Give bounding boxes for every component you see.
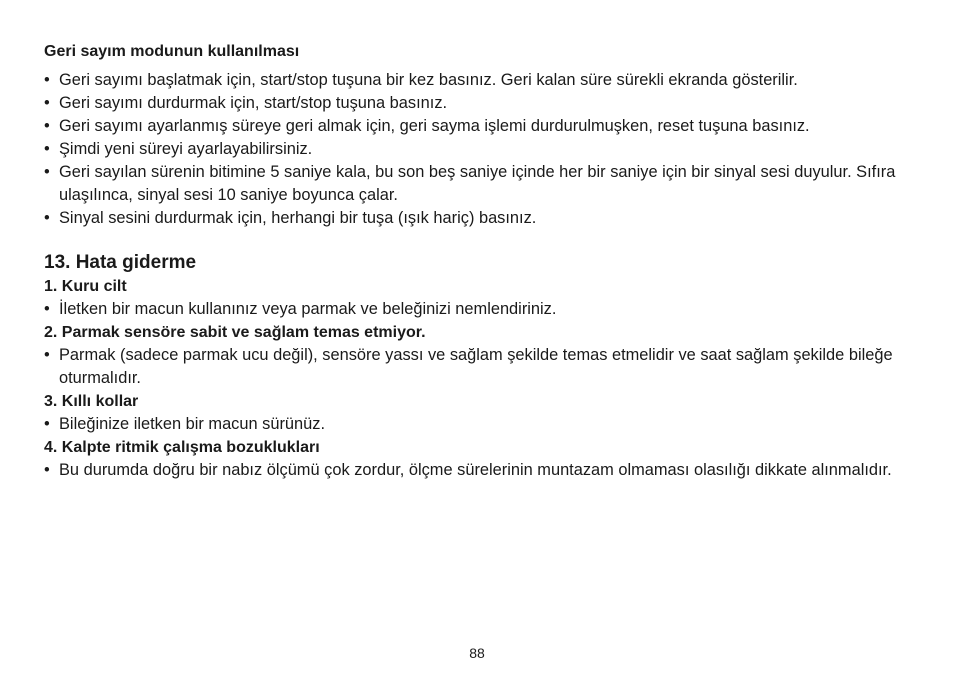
list-item: • Geri sayımı ayarlanmış süreye geri almak için, geri sayma işlemi durdurulmuşken, reset tuşuna basınız. <box>44 115 924 138</box>
list-item: • Geri sayımı durdurmak için, start/stop tuşuna basınız. <box>44 92 924 115</box>
list-item: • Şimdi yeni süreyi ayarlayabilirsiniz. <box>44 138 924 161</box>
issue-list <box>44 459 924 482</box>
issue-list <box>44 344 924 390</box>
issue-list <box>44 298 924 321</box>
section-title: 13. Hata giderme <box>44 252 197 273</box>
issue-list <box>44 413 924 436</box>
countdown-list <box>44 69 924 230</box>
page-number: 88 <box>469 645 485 661</box>
issue-heading: 3. Kıllı kollar <box>44 393 139 410</box>
document-page <box>44 40 924 482</box>
countdown-heading: Geri sayım modunun kullanılması <box>44 43 300 60</box>
list-item: • Parmak (sadece parmak ucu değil), sensöre yassı ve sağlam şekilde temas etmelidir ve saat sağlam şekilde bileğe oturmalıdır. <box>44 344 924 390</box>
issue-heading: 1. Kuru cilt <box>44 278 127 295</box>
list-item: • Bu durumda doğru bir nabız ölçümü çok zordur, ölçme sürelerinin muntazam olmaması olasılığı dikkate alınmalıdır. <box>44 459 924 482</box>
list-item: • Sinyal sesini durdurmak için, herhangi bir tuşa (ışık hariç) basınız. <box>44 207 924 230</box>
issue-heading: 4. Kalpte ritmik çalışma bozuklukları <box>44 439 320 456</box>
list-item: • İletken bir macun kullanınız veya parmak ve beleğinizi nemlendiriniz. <box>44 298 924 321</box>
list-item: • Geri sayımı başlatmak için, start/stop tuşuna bir kez basınız. Geri kalan süre sürekli ekranda gösterilir. <box>44 69 924 92</box>
list-item: • Geri sayılan sürenin bitimine 5 saniye kala, bu son beş saniye içinde her bir saniye için bir sinyal sesi duyulur. Sıfıra ulaşılınca, sinyal sesi 10 saniye boyunca çalar. <box>44 161 924 207</box>
list-item: • Bileğinize iletken bir macun sürünüz. <box>44 413 924 436</box>
issue-heading: 2. Parmak sensöre sabit ve sağlam temas etmiyor. <box>44 324 426 341</box>
